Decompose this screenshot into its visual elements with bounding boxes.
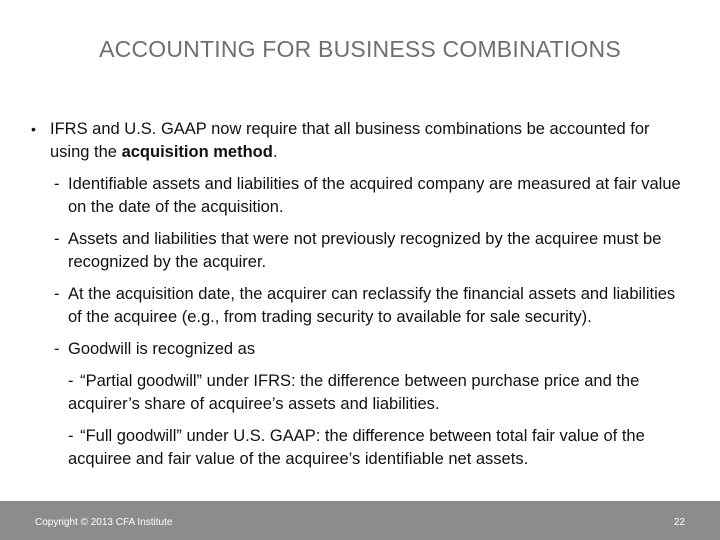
slide-title: ACCOUNTING FOR BUSINESS COMBINATIONS bbox=[99, 36, 621, 62]
main-bullet bbox=[28, 118, 688, 164]
main-bullet-text-end: . bbox=[272, 143, 278, 161]
sub-sub-bullet-text: “Partial goodwill” under IFRS: the difference between purchase price and the acquirer’s share of acquiree’s assets and liabilities. bbox=[68, 372, 640, 413]
dash-marker: - bbox=[54, 175, 60, 193]
dash-marker: - bbox=[68, 427, 74, 445]
sub-bullet bbox=[28, 228, 688, 274]
page-number: 22 bbox=[673, 517, 685, 528]
sub-bullet-text: Assets and liabilities that were not previously recognized by the acquiree must be recognized by the acquirer. bbox=[68, 230, 662, 271]
dash-marker: - bbox=[54, 285, 60, 303]
sub-sub-bullet-text: “Full goodwill” under U.S. GAAP: the difference between total fair value of the acquiree and fair value of the acquiree’s identifiable net assets. bbox=[68, 427, 645, 468]
main-bullet-bold-text: acquisition method bbox=[121, 143, 273, 161]
copyright-text: Copyright © 2013 CFA Institute bbox=[35, 517, 173, 528]
sub-bullet bbox=[28, 338, 688, 361]
slide-body bbox=[28, 118, 688, 480]
sub-sub-bullet bbox=[28, 425, 688, 471]
footer-bar bbox=[0, 501, 720, 540]
sub-bullet-text: Goodwill is recognized as bbox=[68, 340, 256, 358]
main-bullet-text: IFRS and U.S. GAAP now require that all business combinations be accounted for using the bbox=[50, 120, 650, 161]
sub-bullet bbox=[28, 283, 688, 329]
dash-marker: - bbox=[68, 372, 74, 390]
sub-bullet bbox=[28, 173, 688, 219]
sub-sub-bullet bbox=[28, 370, 688, 416]
bullet-marker: • bbox=[31, 121, 36, 137]
sub-bullet-text: At the acquisition date, the acquirer can reclassify the financial assets and liabilities of the acquiree (e.g., from trading security to available for sale security). bbox=[68, 285, 676, 326]
sub-bullet-text: Identifiable assets and liabilities of the acquired company are measured at fair value on the date of the acquisition. bbox=[68, 175, 681, 216]
dash-marker: - bbox=[54, 230, 60, 248]
dash-marker: - bbox=[54, 340, 60, 358]
